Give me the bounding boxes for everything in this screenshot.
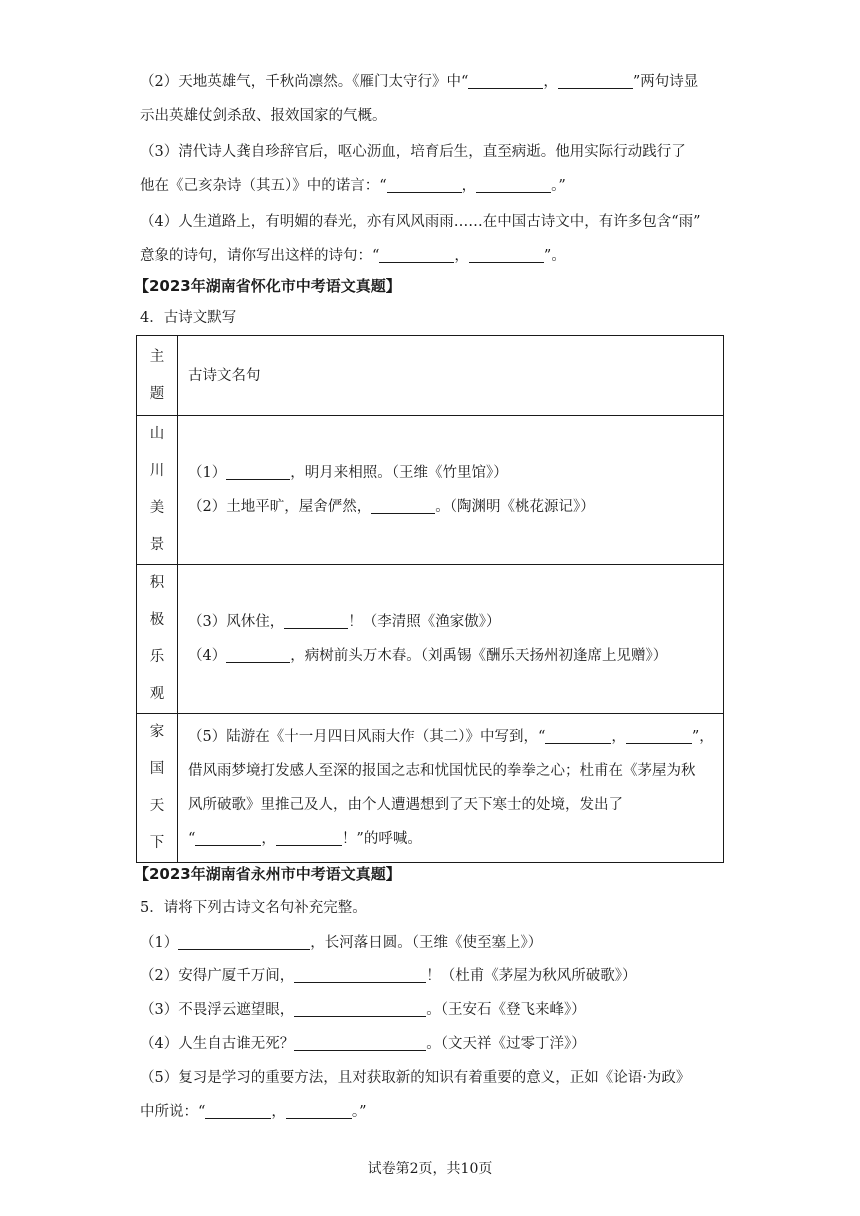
line-text: 。（王安石《登飞来峰》） <box>426 1002 586 1018</box>
line-text: ！”的呼喊。 <box>341 831 422 847</box>
line-text: （2）土地平旷，屋舍俨然， <box>188 499 372 515</box>
line-text: 。（文天祥《过零丁洋》） <box>426 1036 586 1052</box>
answer-blank[interactable] <box>379 248 454 263</box>
q5-item-3 <box>140 1000 586 1020</box>
q3-item-4-line2 <box>140 246 566 266</box>
q3-item-4-text-end: ”。 <box>543 248 566 264</box>
answer-blank[interactable] <box>195 831 261 846</box>
answer-blank[interactable] <box>226 648 290 663</box>
answer-blank[interactable] <box>469 248 544 263</box>
line-text: （3）不畏浮云遮望眼， <box>140 1002 295 1018</box>
comma: ， <box>261 831 276 847</box>
section-heading-yongzhou: 【2023年湖南省永州市中考语文真题】 <box>134 865 401 883</box>
answer-blank[interactable] <box>286 1104 352 1119</box>
q3-item-3-text: 他在《己亥杂诗（其五）》中的诺言：“ <box>140 178 387 194</box>
answer-blank[interactable] <box>558 74 633 89</box>
line-text: ，明月来相照。（王维《竹里馆》） <box>290 465 508 481</box>
q5-title: 5．请将下列古诗文名句补充完整。 <box>140 900 367 916</box>
answer-blank[interactable] <box>284 614 348 629</box>
theme-char: 国 <box>149 761 165 777</box>
theme-char: 山 <box>149 426 165 442</box>
answer-blank[interactable] <box>371 499 435 514</box>
comma: ， <box>271 1104 286 1120</box>
q3-item-2-text-end: ”两句诗显 <box>632 74 699 90</box>
line-text: （1） <box>140 935 179 951</box>
answer-blank[interactable] <box>226 465 290 480</box>
poem-line-3 <box>188 605 723 639</box>
q3-item-4-line1: （4）人生道路上，有明媚的春光，亦有风风雨雨……在中国古诗文中，有许多包含“雨” <box>140 214 701 230</box>
q4-title: 4．古诗文默写 <box>140 310 237 326</box>
q5-item-2 <box>140 966 636 986</box>
answer-blank[interactable] <box>294 1002 426 1017</box>
page-footer: 试卷第2页，共10页 <box>367 1161 493 1177</box>
theme-char: 川 <box>149 463 165 479</box>
theme-char: 天 <box>149 798 165 814</box>
theme-char: 下 <box>149 835 165 851</box>
poem-line-5-end <box>188 822 723 856</box>
line-text: 。（陶渊明《桃花源记》） <box>435 499 595 515</box>
line-text: （1） <box>188 465 227 481</box>
line-text: （5）陆游在《十一月四日风雨大作（其二）》中写到，“ <box>188 729 546 745</box>
table-row <box>137 565 724 714</box>
theme-char: 美 <box>149 500 165 516</box>
poem-line-5-cont: 风所破歌》里推己及人，由个人遭遇想到了天下寒士的处境，发出了 <box>188 797 623 813</box>
q3-item-2-text: （2）天地英雄气，千秋尚凛然。《雁门太守行》中“ <box>140 74 469 90</box>
content-cell <box>178 416 724 565</box>
content-header: 古诗文名句 <box>188 367 261 384</box>
q3-item-3-line1: （3）清代诗人龚自珍辞官后，呕心沥血，培育后生，直至病逝。他用实际行动践行了 <box>140 144 686 160</box>
line-text: （4）人生自古谁无死？ <box>140 1036 295 1052</box>
line-text: ！（李清照《渔家傲》） <box>348 614 501 630</box>
answer-blank[interactable] <box>294 968 426 983</box>
poem-table <box>136 335 724 863</box>
line-text: 中所说：“ <box>140 1104 206 1120</box>
table-row <box>137 714 724 863</box>
theme-char: 题 <box>149 385 165 402</box>
answer-blank[interactable] <box>205 1104 271 1119</box>
answer-blank[interactable] <box>276 831 342 846</box>
line-text: （4） <box>188 648 227 664</box>
answer-blank[interactable] <box>294 1036 426 1051</box>
theme-char: 主 <box>149 348 165 365</box>
q3-item-4-text: 意象的诗句，请你写出这样的诗句：“ <box>140 248 380 264</box>
line-text: （2）安得广厦千万间， <box>140 968 295 984</box>
q5-item-1 <box>140 933 542 953</box>
theme-char: 家 <box>149 724 165 740</box>
content-cell <box>178 565 724 714</box>
theme-header-cell <box>137 336 178 416</box>
answer-blank[interactable] <box>468 74 543 89</box>
q5-item-4 <box>140 1034 586 1054</box>
poem-line-1 <box>188 456 723 490</box>
comma: ， <box>543 74 558 90</box>
theme-cell <box>137 714 178 863</box>
comma: ， <box>611 729 626 745</box>
answer-blank[interactable] <box>178 935 310 950</box>
table-header-row <box>137 336 724 416</box>
q5-item-5-line1: （5）复习是学习的重要方法，且对获取新的知识有着重要的意义，正如《论语·为政》 <box>140 1070 691 1086</box>
theme-char: 观 <box>149 686 165 702</box>
line-text: ，长河落日圆。（王维《使至塞上》） <box>310 935 543 951</box>
comma: ， <box>454 248 469 264</box>
table-row <box>137 416 724 565</box>
answer-blank[interactable] <box>387 178 462 193</box>
content-header-cell <box>178 336 724 416</box>
theme-char: 积 <box>149 575 165 591</box>
theme-char: 景 <box>149 537 165 553</box>
line-text: 。” <box>351 1104 367 1120</box>
line-text: ！（杜甫《茅屋为秋风所破歌》） <box>426 968 637 984</box>
line-text: “ <box>188 831 196 847</box>
line-text: ，病树前头万木春。（刘禹锡《酬乐天扬州初逢席上见赠》） <box>290 648 668 664</box>
q3-item-3-line2 <box>140 176 566 196</box>
q5-item-5-line2 <box>140 1102 367 1122</box>
line-text: （3）风休住， <box>188 614 285 630</box>
line-text: ”， <box>691 729 714 745</box>
poem-line-5-cont: 借风雨梦境打发感人至深的报国之志和忧国忧民的拳拳之心；杜甫在《茅屋为秋 <box>188 763 696 779</box>
theme-char: 极 <box>149 612 165 628</box>
theme-cell <box>137 565 178 714</box>
poem-line-5 <box>188 720 723 754</box>
q3-item-2-line2: 示出英雄仗剑杀敌、报效国家的气概。 <box>140 108 387 124</box>
poem-line-2 <box>188 490 723 524</box>
q3-item-3-text-end: 。” <box>551 178 566 194</box>
q3-item-2-line1 <box>140 72 698 92</box>
theme-char: 乐 <box>149 649 165 665</box>
poem-line-4 <box>188 639 723 673</box>
answer-blank[interactable] <box>476 178 551 193</box>
comma: ， <box>461 178 477 194</box>
content-cell <box>178 714 724 863</box>
answer-blank[interactable] <box>626 729 692 744</box>
section-heading-huaihua: 【2023年湖南省怀化市中考语文真题】 <box>134 277 401 295</box>
theme-cell <box>137 416 178 565</box>
answer-blank[interactable] <box>545 729 611 744</box>
